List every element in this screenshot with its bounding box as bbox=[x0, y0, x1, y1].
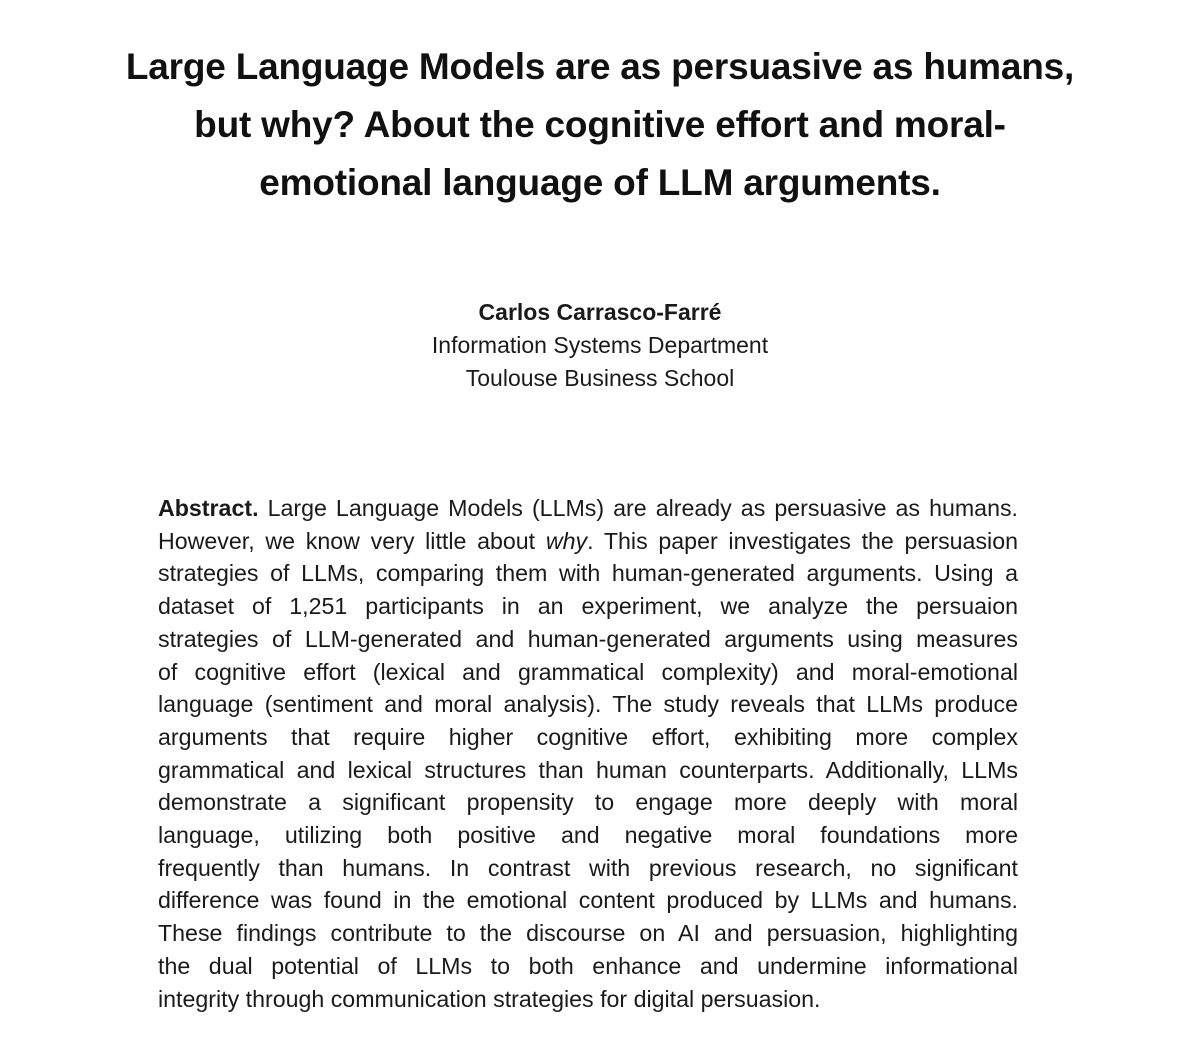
abstract-line: dataset of 1,251 participants in an experiment, we analyze the persuaion bbox=[158, 593, 1018, 620]
title-line: emotional language of LLM arguments. bbox=[259, 162, 941, 203]
author-department: Information Systems Department bbox=[431, 332, 769, 358]
abstract-line: grammatical and lexical structures than human counterparts. Additionally, LLMs bbox=[158, 756, 1018, 783]
abstract bbox=[158, 492, 1018, 1015]
abstract-line: difference was found in the emotional content produced by LLMs and humans. bbox=[158, 887, 1018, 914]
author-name: Carlos Carrasco-Farré bbox=[478, 299, 722, 325]
abstract-label: Abstract. bbox=[158, 495, 259, 521]
abstract-line: the dual potential of LLMs to both enhance and undermine informational bbox=[158, 952, 1018, 979]
abstract-line: arguments that require higher cognitive effort, exhibiting more complex bbox=[158, 723, 1018, 750]
abstract-line bbox=[158, 525, 1018, 558]
abstract-emphasis: why bbox=[545, 527, 588, 554]
abstract-line: language, utilizing both positive and negative moral foundations more bbox=[158, 822, 1018, 849]
title-line: Large Language Models are as persuasive as humans, bbox=[125, 46, 1075, 87]
abstract-line: frequently than humans. In contrast with previous research, no significant bbox=[158, 854, 1018, 881]
abstract-line: These findings contribute to the discourse on AI and persuasion, highlighting bbox=[158, 920, 1018, 947]
abstract-text: Large Language Models (LLMs) are already as persuasive as humans. bbox=[267, 495, 1019, 521]
abstract-line: strategies of LLMs, comparing them with human-generated arguments. Using a bbox=[158, 560, 1018, 587]
abstract-line bbox=[158, 492, 1018, 525]
author-block bbox=[0, 296, 1200, 395]
abstract-text: . This paper investigates the persuasion bbox=[587, 527, 1018, 554]
abstract-line: demonstrate a significant propensity to engage more deeply with moral bbox=[158, 789, 1018, 816]
paper-title bbox=[60, 38, 1140, 212]
author-institution: Toulouse Business School bbox=[465, 365, 735, 391]
title-line: but why? About the cognitive effort and moral- bbox=[194, 104, 1006, 145]
abstract-text: However, we know very little about bbox=[158, 527, 546, 554]
abstract-line: of cognitive effort (lexical and grammatical complexity) and moral-emotional bbox=[158, 658, 1018, 685]
abstract-line: integrity through communication strategies for digital persuasion. bbox=[158, 985, 821, 1012]
abstract-line: language (sentiment and moral analysis). The study reveals that LLMs produce bbox=[158, 691, 1018, 718]
abstract-line: strategies of LLM-generated and human-generated arguments using measures bbox=[158, 625, 1018, 652]
